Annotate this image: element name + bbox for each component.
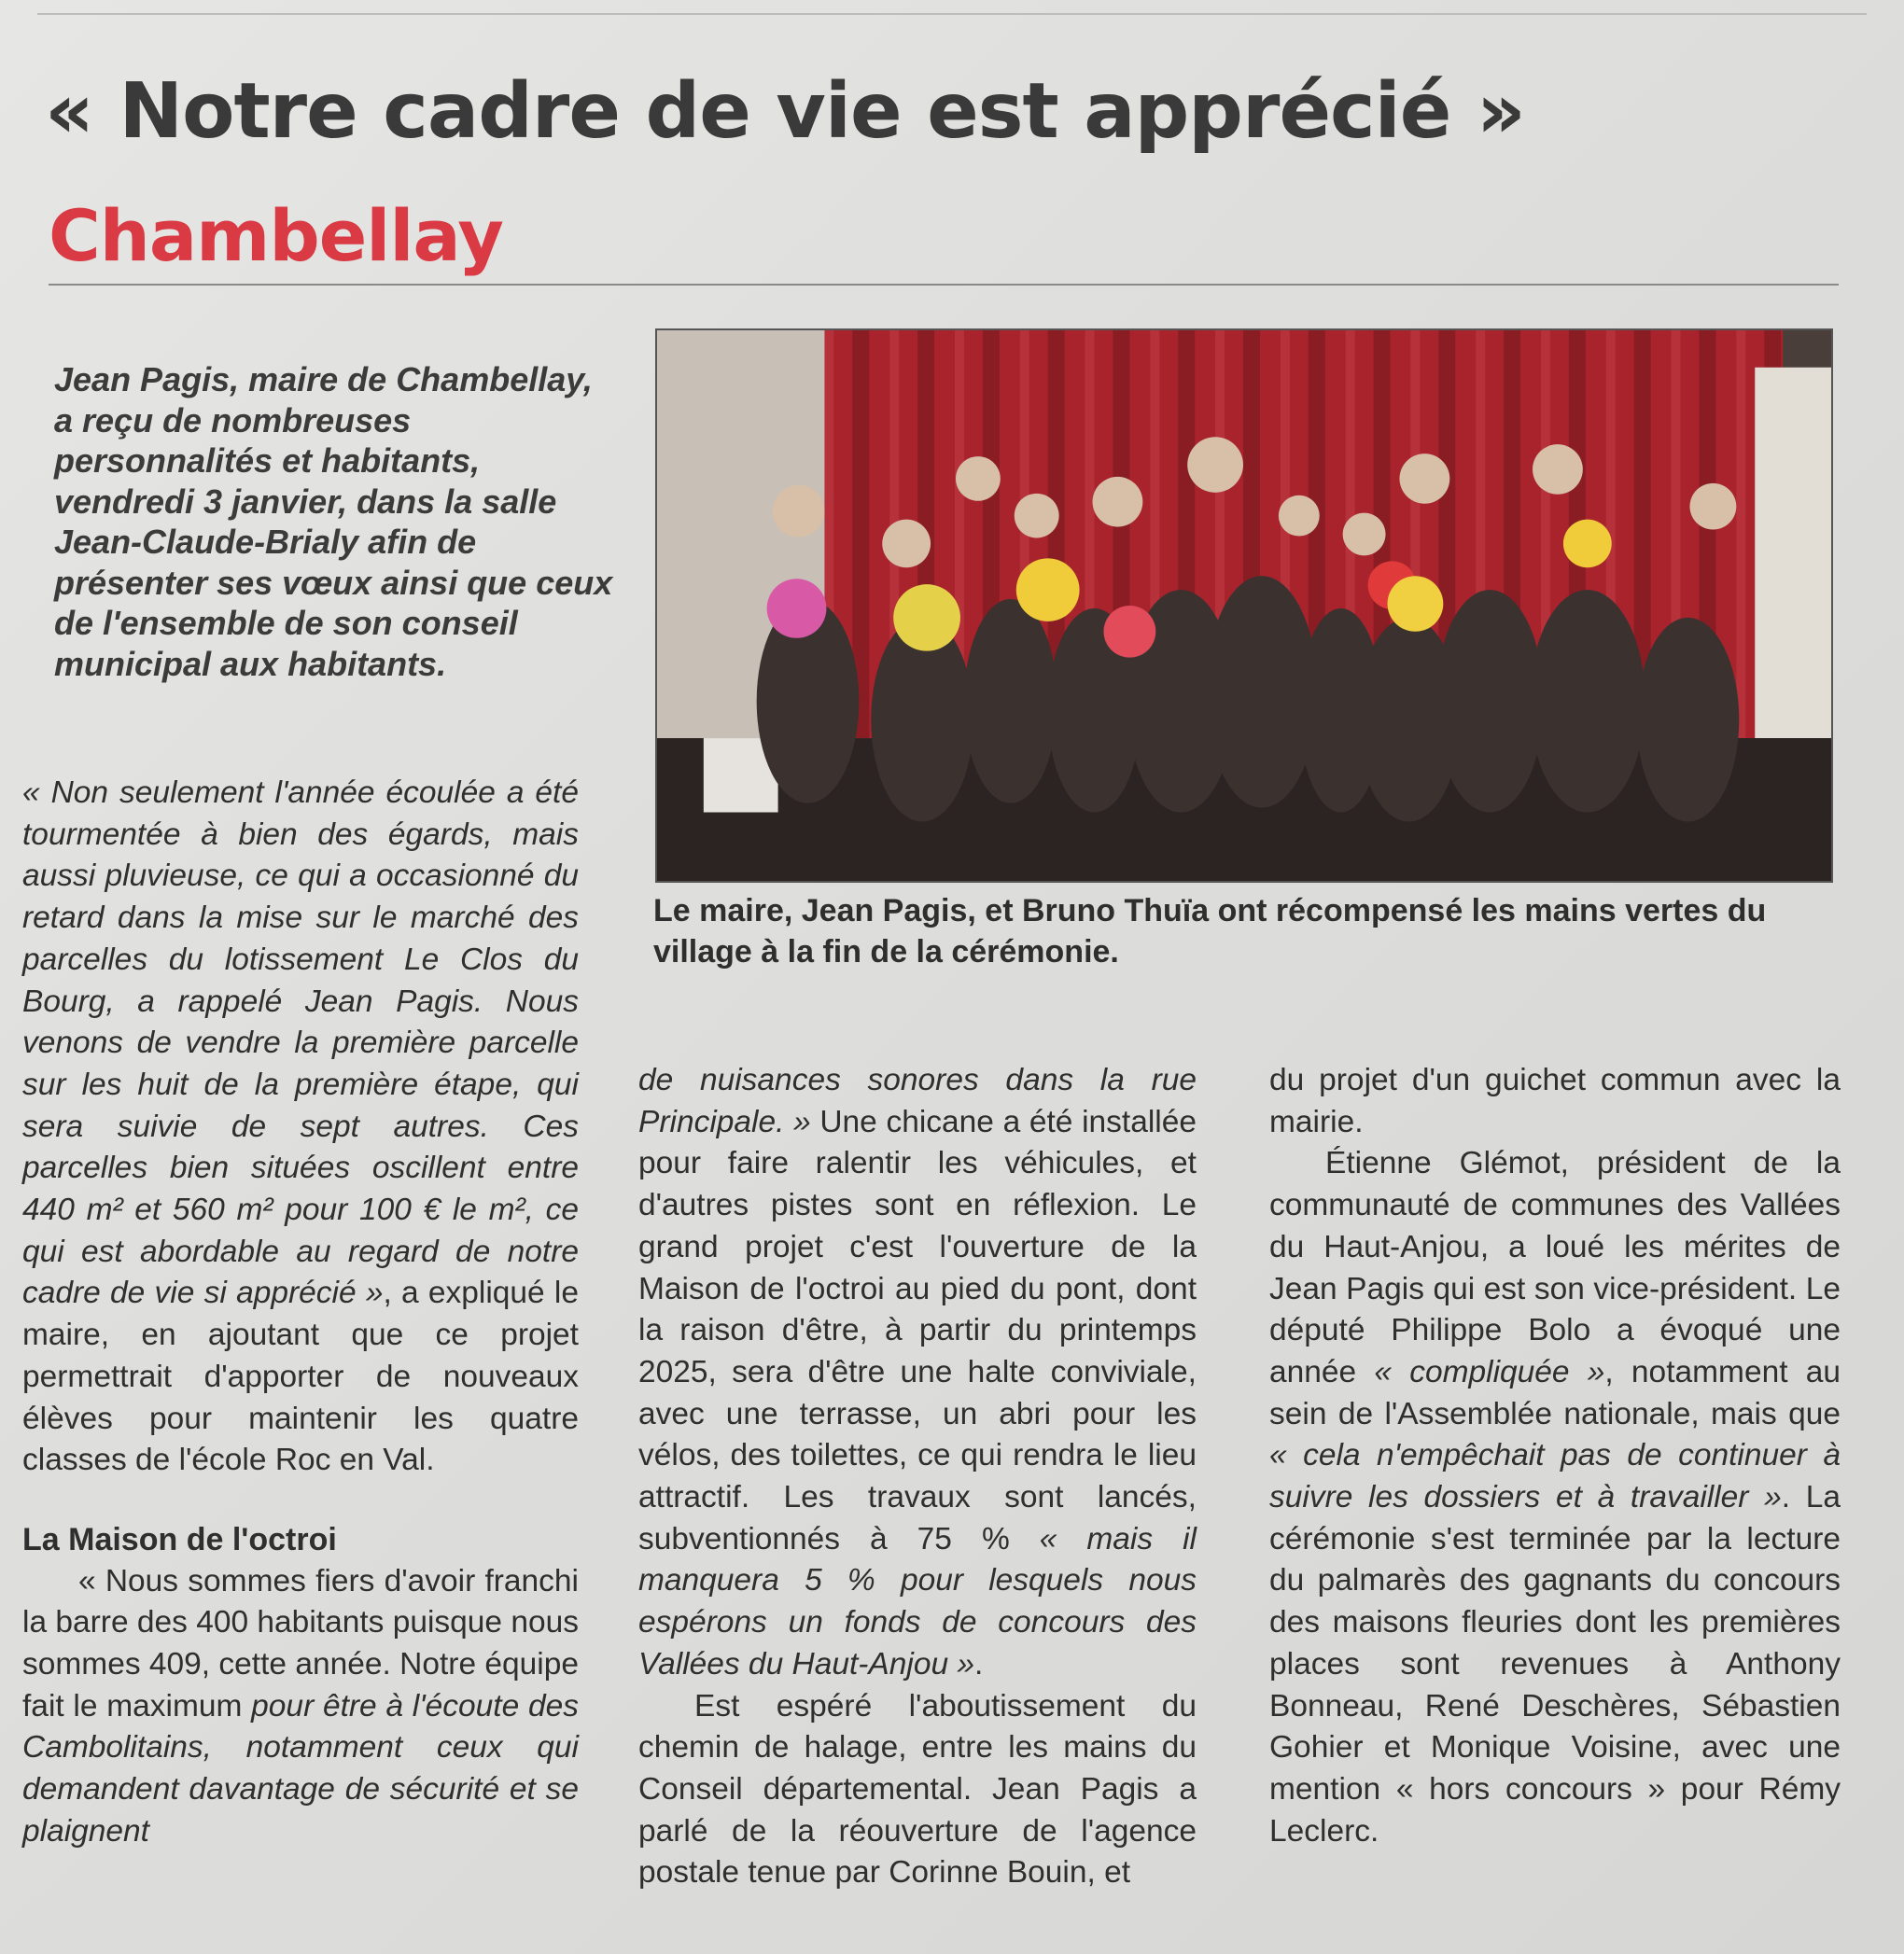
body-column-2 (638, 1060, 1197, 1894)
text-projects-a: de nuisances sonores dans la rue Principale. » (638, 1063, 1197, 1139)
quote-funding: « mais il manquera 5 % pour lesquels nous espérons un fonds de concours des Vallées du Haut-Anjou » (638, 1521, 1197, 1682)
paragraph-speeches (1269, 1143, 1841, 1852)
quote-housing: « Non seulement l'année écoulée a été tourmentée à bien des égards, mais aussi pluvieuse, ce qui a occasionné du retard dans la mise sur le marché des parcelles du lotissement Le Clos du Bourg, a rappelé Jean Pagis. Nous venons de vendre la première parcelle sur les huit de la première étape, qui sera suivie de sept autres. Ces parcelles bien situées oscillent entre 440 m² et 560 m² pour 100 € le m², ce qui est abordable au regard de notre cadre de vie si apprécié » (22, 775, 579, 1311)
paragraph-halage: Est espéré l'aboutissement du chemin de halage, entre les mains du Conseil départemental. Jean Pagis a parlé de la réouverture de l'agence postale tenue par Corinne Bouin, et (638, 1688, 1197, 1891)
top-rule (37, 13, 1867, 15)
photo-illustration (657, 330, 1831, 881)
quote-compliquee: « compliquée » (1374, 1354, 1605, 1389)
text-population-b: pour être à l'écoute des Cambolitains, notamment ceux qui demandent davantage de sécurité et se plaignent (22, 1688, 579, 1849)
paragraph-guichet: du projet d'un guichet commun avec la mairie. (1269, 1063, 1841, 1139)
section-rule (49, 284, 1839, 286)
paragraph-housing (22, 773, 579, 1482)
headline: « Notre cadre de vie est apprécié » (45, 67, 1525, 156)
text-speeches-a: Étienne Glémot, président de la communauté de communes des Vallées du Haut-Anjou, a loué les mérites de Jean Pagis qui est son vice-président. Le député Philippe Bolo a évoqué une année (1269, 1146, 1841, 1389)
text-speeches-e: . La cérémonie s'est terminée par la lecture du palmarès des gagnants du concours des maisons fleuries dont les premières places sont revenues à Anthony Bonneau, René Deschères, Sébastien Gohier et Monique Voisine, avec une mention « hors concours » pour Rémy Leclerc. (1269, 1480, 1841, 1849)
photo-caption: Le maire, Jean Pagis, et Bruno Thuïa ont récompensé les mains vertes du village à la fin de la cérémonie. (653, 893, 1767, 970)
ceremony-photo (655, 328, 1833, 883)
text-projects-d: . (974, 1646, 984, 1682)
quote-continuer: « cela n'empêchait pas de continuer à suivre les dossiers et à travailler » (1269, 1438, 1841, 1515)
town-kicker: Chambellay (49, 194, 503, 277)
text-housing-rest: , a expliqué le maire, en ajoutant que ce projet permettrait d'apporter de nouveaux élèves pour maintenir les quatre classes de l'école Roc en Val. (22, 1276, 579, 1478)
lead-paragraph: Jean Pagis, maire de Chambellay, a reçu de nombreuses personnalités et habitants, vendredi 3 janvier, dans la salle Jean-Claude-Brialy afin de présenter ses vœux ainsi que ceux de l'ensemble de son conseil municipal aux habitants. (54, 360, 613, 683)
paragraph-population (22, 1561, 579, 1853)
text-population-a: « Nous sommes fiers d'avoir franchi la barre des 400 habitants puisque nous sommes 409, cette année. Notre équipe fait le maximum (22, 1563, 579, 1724)
paragraph-projects (638, 1060, 1197, 1686)
text-speeches-c: , notamment au sein de l'Assemblée nationale, mais que (1269, 1354, 1841, 1431)
subheading-maison-octroi: La Maison de l'octroi (22, 1521, 337, 1557)
body-column-1 (22, 773, 579, 1853)
body-column-3 (1269, 1060, 1841, 1852)
text-projects-b: Une chicane a été installée pour faire ralentir les véhicules, et d'autres pistes sont en réflexion. Le grand projet c'est l'ouverture de la Maison de l'octroi au pied du pont, dont la raison d'être, à partir du printemps 2025, sera d'être une halte conviviale, avec une terrasse, un abri pour les vélos, des toilettes, ce qui rendra le lieu attractif. Les travaux sont lancés, subventionnés à 75 % (638, 1104, 1197, 1556)
